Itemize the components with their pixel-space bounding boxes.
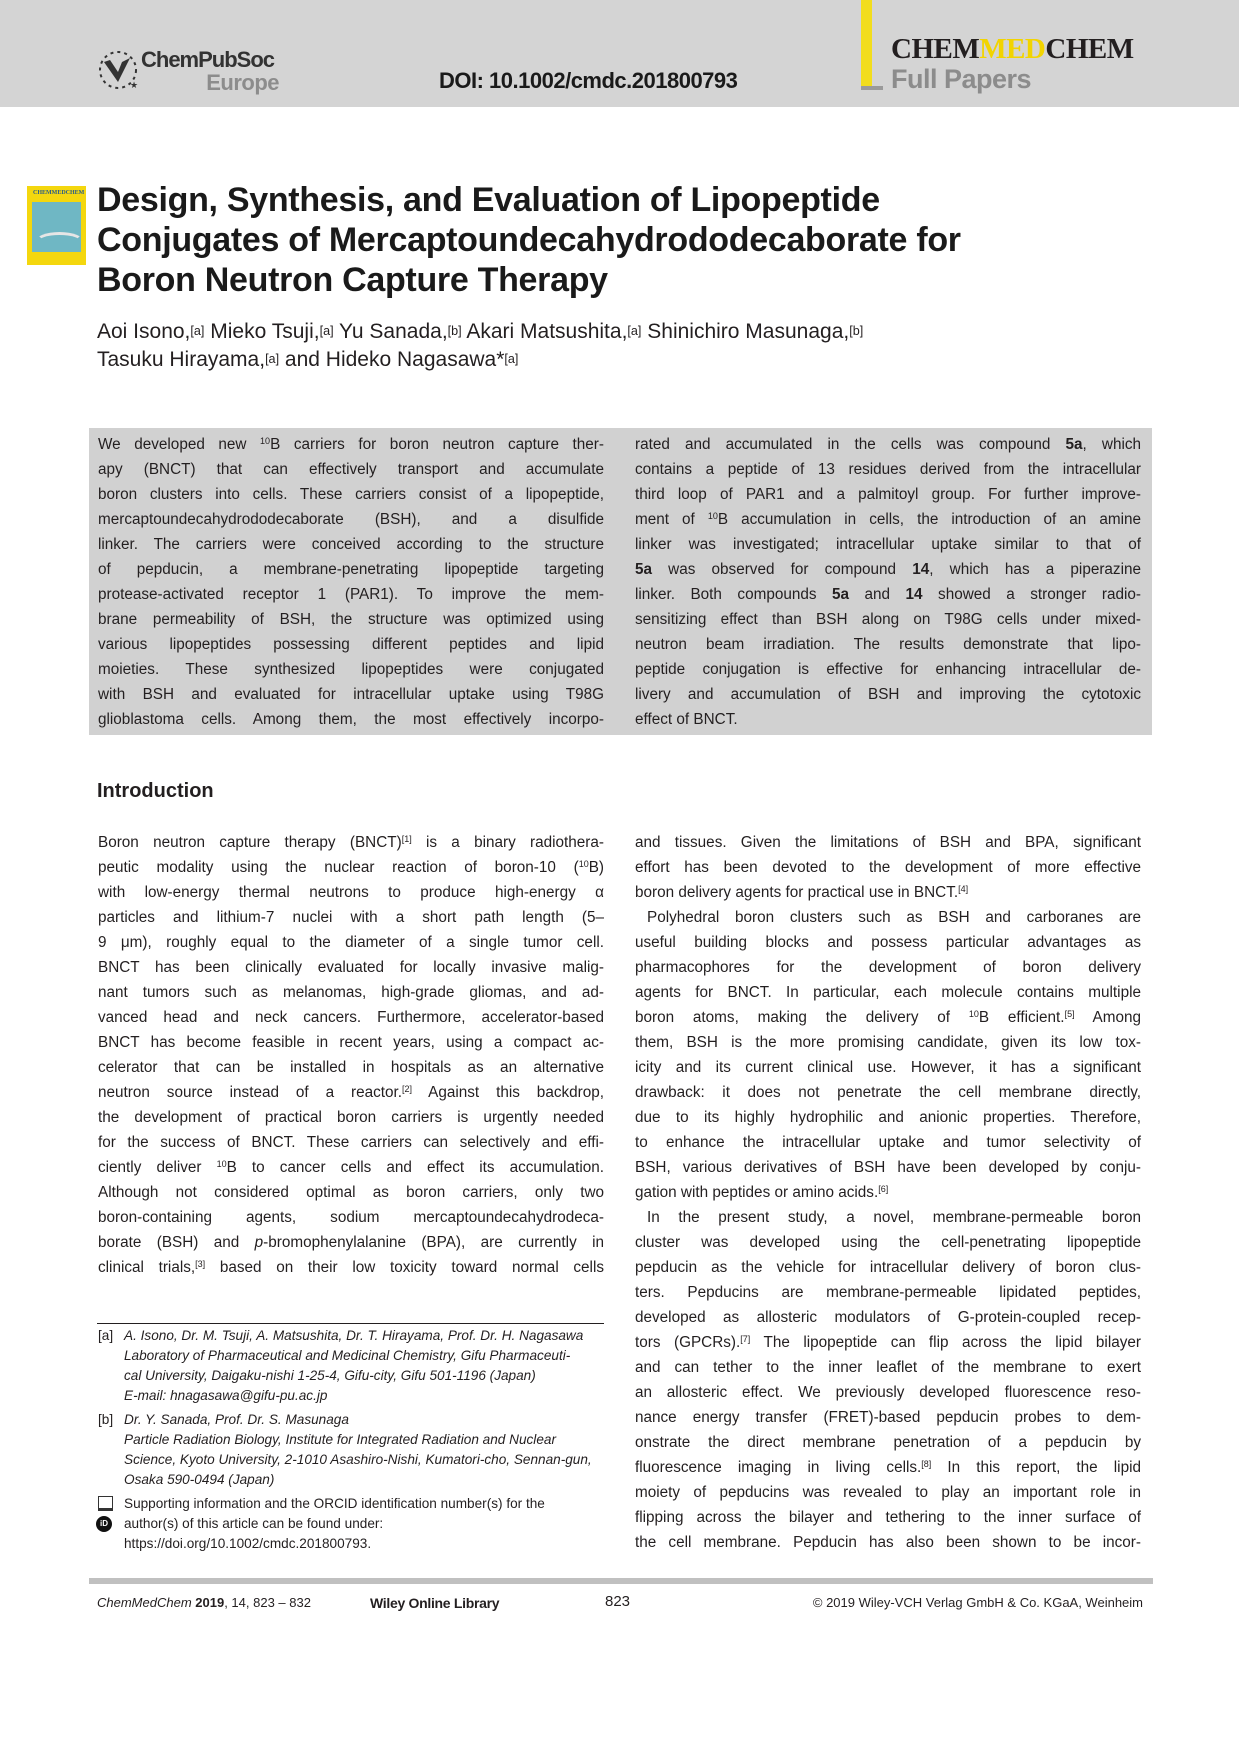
text-run: and Hideko Nagasawa* <box>279 348 505 371</box>
supporting-info-icon <box>98 1496 113 1511</box>
text-line <box>635 880 1141 905</box>
text-line <box>98 1030 604 1055</box>
text-line <box>98 532 604 557</box>
reference-citation: [a] <box>627 324 642 338</box>
text-run: contains a peptide of 13 residues derived from the intracellular <box>635 461 1141 478</box>
text-run: cluster was developed using the cell-penetrating lipopeptide <box>635 1234 1141 1251</box>
text-run: In this report, the lipid <box>931 1459 1141 1476</box>
text-run: is a binary radiothera- <box>411 834 604 851</box>
text-line <box>635 457 1141 482</box>
text-line <box>635 1280 1141 1305</box>
text-line <box>98 1105 604 1130</box>
superscript: 10 <box>578 859 589 869</box>
text-run: vanced head and neck cancers. Furthermore, accelerator-based <box>98 1009 604 1026</box>
text-line <box>635 1255 1141 1280</box>
journal-cover-thumbnail[interactable] <box>27 186 86 265</box>
compound-number: 14 <box>912 561 930 578</box>
text-run: third loop of PAR1 and a palmitoyl group. For further improve- <box>635 486 1141 503</box>
reference-citation: [2] <box>402 1084 413 1094</box>
text-line <box>635 1305 1141 1330</box>
text-run: mercaptoundecahydrododecaborate (BSH), and a disulfide <box>98 511 604 528</box>
affiliation-line: Dr. Y. Sanada, Prof. Dr. S. Masunaga <box>124 1412 349 1427</box>
text-run: rated and accumulated in the cells was compound <box>635 436 1066 453</box>
text-run: Shinichiro Masunaga, <box>641 320 850 343</box>
text-run: and can tether to the inner leaflet of the membrane to exert <box>635 1359 1141 1376</box>
text-run: tors (GPCRs). <box>635 1334 741 1351</box>
affiliation-line: Laboratory of Pharmaceutical and Medicinal Chemistry, Gifu Pharmaceuti- <box>124 1348 571 1363</box>
text-run: ment of <box>635 511 708 528</box>
text-run: linker was investigated; intracellular uptake similar to that of <box>635 536 1141 553</box>
text-line <box>98 682 604 707</box>
text-run: Yu Sanada, <box>333 320 448 343</box>
journal-name <box>891 33 1134 66</box>
text-run: an allosteric effect. We previously developed fluorescence reso- <box>635 1384 1141 1401</box>
text-line <box>98 855 604 880</box>
footer-journal: ChemMedChem <box>97 1595 192 1610</box>
doi-label[interactable]: DOI: 10.1002/cmdc.201800793 <box>439 68 738 93</box>
superscript: 10 <box>260 436 271 446</box>
text-run: linker. The carriers were conceived according to the structure <box>98 536 604 553</box>
text-run: and tissues. Given the limitations of BSH and BPA, significant <box>635 834 1141 851</box>
text-run: ciently deliver <box>98 1159 217 1176</box>
publisher-logo-text: ChemPubSoc <box>141 47 275 72</box>
text-run: the development of practical boron carriers is urgently needed <box>98 1109 604 1126</box>
text-run: them, BSH is the more promising candidate, given its low tox- <box>635 1034 1141 1051</box>
reference-citation: [6] <box>878 1184 889 1194</box>
text-line <box>98 432 604 457</box>
text-line <box>635 1330 1141 1355</box>
text-run: for the success of BNCT. These carriers can selectively and effi- <box>98 1134 604 1151</box>
text-run: Mieko Tsuji, <box>204 320 320 343</box>
author-line <box>97 346 863 374</box>
text-line <box>635 1130 1141 1155</box>
supporting-info-line: Supporting information and the ORCID identification number(s) for the <box>124 1496 545 1511</box>
text-line <box>635 905 1141 930</box>
affiliation-line: A. Isono, Dr. M. Tsuji, A. Matsushita, Dr. T. Hirayama, Prof. Dr. H. Nagasawa <box>124 1328 584 1343</box>
supporting-info-text <box>124 1494 545 1554</box>
text-line <box>635 632 1141 657</box>
text-run: Akari Matsushita, <box>461 320 628 343</box>
abstract-left-column <box>98 432 604 732</box>
text-line <box>98 1005 604 1030</box>
text-line <box>635 1180 1141 1205</box>
affiliation-text <box>124 1326 583 1406</box>
text-line <box>635 1480 1141 1505</box>
text-run: , which <box>1082 436 1142 453</box>
chempubsoc-logo-icon <box>96 48 140 92</box>
wiley-online-library-link[interactable]: Wiley Online Library <box>370 1595 500 1611</box>
text-run: The lipopeptide can flip across the lipid bilayer <box>750 1334 1141 1351</box>
text-line <box>98 905 604 930</box>
text-run: BNCT has been clinically evaluated for locally invasive malig- <box>98 959 604 976</box>
text-run: B accumulation in cells, the introduction of an amine <box>717 511 1142 528</box>
text-line <box>98 632 604 657</box>
text-run: Tasuku Hirayama, <box>97 348 266 371</box>
article-title <box>97 180 961 300</box>
text-line <box>635 582 1141 607</box>
text-run: and <box>849 586 906 603</box>
publisher-logo-subtext: Europe <box>206 70 279 95</box>
accent-bar <box>861 0 872 88</box>
text-line <box>635 830 1141 855</box>
text-line <box>98 557 604 582</box>
text-line <box>98 930 604 955</box>
text-run: flipping across the bilayer and tethering to the inner surface of <box>635 1509 1141 1526</box>
text-line <box>635 1080 1141 1105</box>
text-line <box>98 457 604 482</box>
author-list <box>97 318 863 374</box>
text-run: neutron beam irradiation. The results demonstrate that lipo- <box>635 636 1141 653</box>
text-run: effort has been devoted to the development of more effective <box>635 859 1141 876</box>
text-line <box>635 1530 1141 1555</box>
italic-text: p <box>254 1234 264 1251</box>
text-line <box>635 955 1141 980</box>
text-line <box>98 980 604 1005</box>
footer-citation <box>97 1595 311 1610</box>
text-line <box>635 707 1141 732</box>
text-run: boron delivery agents for practical use in BNCT. <box>635 884 959 901</box>
title-line: Conjugates of Mercaptoundecahydrododecaborate for <box>97 221 961 259</box>
journal-name-part: CHEM <box>1045 33 1134 65</box>
text-line <box>635 432 1141 457</box>
text-line <box>635 1355 1141 1380</box>
text-line <box>635 507 1141 532</box>
text-run: peptide conjugation is effective for enhancing intracellular de- <box>635 661 1141 678</box>
superscript: 10 <box>707 511 718 521</box>
text-line <box>98 1055 604 1080</box>
author-line <box>97 318 863 346</box>
reference-citation: [a] <box>319 324 334 338</box>
accent-bar-foot <box>861 86 883 90</box>
journal-name-part: MED <box>979 33 1046 65</box>
text-run: fluorescence imaging in living cells. <box>635 1459 922 1476</box>
text-line <box>635 1005 1141 1030</box>
text-run: ters. Pepducins are membrane-permeable lipidated peptides, <box>635 1284 1141 1301</box>
section-heading: Introduction <box>97 780 214 802</box>
text-run: neutron source instead of a reactor. <box>98 1084 403 1101</box>
text-line <box>98 955 604 980</box>
reference-citation: [7] <box>740 1334 751 1344</box>
text-line <box>98 880 604 905</box>
text-run: particles and lithium-7 nuclei with a short path length (5– <box>98 909 604 926</box>
text-line <box>635 1430 1141 1455</box>
compound-number: 5a <box>1065 436 1083 453</box>
compound-number: 5a <box>832 586 850 603</box>
affiliation-email[interactable]: E-mail: hnagasawa@gifu-pu.ac.jp <box>124 1388 328 1403</box>
text-run: -bromophenylalanine (BPA), are currently in <box>263 1234 604 1251</box>
text-line <box>635 1205 1141 1230</box>
superscript: 10 <box>216 1159 227 1169</box>
text-line <box>635 855 1141 880</box>
intro-left-column <box>98 830 604 1280</box>
text-run: onstrate the direct membrane penetration of a pepducin by <box>635 1434 1141 1451</box>
text-run: brane permeability of BSH, the structure was optimized using <box>98 611 604 628</box>
text-run: Aoi Isono, <box>97 320 191 343</box>
cover-image <box>32 202 81 252</box>
text-run: 9 μm), roughly equal to the diameter of a single tumor cell. <box>98 934 604 951</box>
supporting-info-link[interactable]: https://doi.org/10.1002/cmdc.201800793. <box>124 1536 372 1551</box>
affiliation-line: cal University, Daigaku-nishi 1-25-4, Gifu-city, Gifu 501-1196 (Japan) <box>124 1368 536 1383</box>
text-run: celerator that can be installed in hospitals as an alternative <box>98 1059 604 1076</box>
text-run: due to its highly hydrophilic and anionic properties. Therefore, <box>635 1109 1141 1126</box>
text-line <box>635 1230 1141 1255</box>
text-run: the cell membrane. Pepducin has also been shown to be incor- <box>635 1534 1141 1551</box>
cover-journal-name: CHEMMEDCHEM <box>33 190 85 196</box>
text-line <box>635 682 1141 707</box>
title-line: Boron Neutron Capture Therapy <box>97 261 608 299</box>
footer-year: 2019 <box>195 1595 225 1610</box>
text-line <box>98 507 604 532</box>
text-run: agents for BNCT. In particular, each molecule contains multiple <box>635 984 1141 1001</box>
text-run: pharmacophores for the development of boron delivery <box>635 959 1141 976</box>
text-line <box>635 1030 1141 1055</box>
text-run: B) <box>588 859 604 876</box>
text-line <box>635 1380 1141 1405</box>
page-number: 823 <box>605 1593 631 1610</box>
text-line <box>635 607 1141 632</box>
text-run: BSH, various derivatives of BSH have been developed by conju- <box>635 1159 1141 1176</box>
reference-citation: [b] <box>849 324 864 338</box>
text-run: B carriers for boron neutron capture ther- <box>270 436 604 453</box>
text-run: linker. Both compounds <box>635 586 832 603</box>
text-run: Among <box>1074 1009 1141 1026</box>
text-run: nance energy transfer (FRET)-based pepducin probes to dem- <box>635 1409 1141 1426</box>
text-run: Although not considered optimal as boron carriers, only two <box>98 1184 604 1201</box>
reference-citation: [4] <box>958 884 969 894</box>
orcid-icon: iD <box>96 1516 112 1532</box>
text-run: boron-containing agents, sodium mercaptoundecahydrodeca- <box>98 1209 604 1226</box>
text-run: moiety of pepducins was revealed to play an important role in <box>635 1484 1141 1501</box>
text-line <box>635 980 1141 1005</box>
text-line <box>98 830 604 855</box>
text-run: sensitizing effect than BSH along on T98G cells under mixed- <box>635 611 1141 628</box>
reference-citation: [b] <box>447 324 462 338</box>
reference-citation: [8] <box>921 1459 932 1469</box>
text-line <box>98 1080 604 1105</box>
text-run: useful building blocks and possess particular advantages as <box>635 934 1141 951</box>
text-line <box>635 1155 1141 1180</box>
text-run: moieties. These synthesized lipopeptides were conjugated <box>98 661 604 678</box>
compound-number: 5a <box>635 561 653 578</box>
text-run: B efficient. <box>978 1009 1065 1026</box>
text-line <box>635 1455 1141 1480</box>
text-run: protease-activated receptor 1 (PAR1). To improve the mem- <box>98 586 604 603</box>
text-run: , which has a piperazine <box>929 561 1141 578</box>
reference-citation: [1] <box>401 834 412 844</box>
text-run: Boron neutron capture therapy (BNCT) <box>98 834 402 851</box>
footer-divider <box>89 1578 1153 1584</box>
reference-citation: [a] <box>190 324 205 338</box>
text-run: nant tumors such as melanomas, high-grade gliomas, and ad- <box>98 984 604 1001</box>
text-run: boron clusters into cells. These carriers consist of a lipopeptide, <box>98 486 604 503</box>
text-run: In the present study, a novel, membrane-permeable boron <box>647 1209 1141 1226</box>
text-line <box>98 1255 604 1280</box>
text-run: showed a stronger radio- <box>922 586 1141 603</box>
text-line <box>635 1505 1141 1530</box>
text-run: borate (BSH) and <box>98 1234 255 1251</box>
text-line <box>98 1130 604 1155</box>
text-line <box>635 557 1141 582</box>
text-line <box>635 1105 1141 1130</box>
affiliation-line: Osaka 590-0494 (Japan) <box>124 1472 275 1487</box>
abstract-right-column <box>635 432 1141 732</box>
text-line <box>98 482 604 507</box>
text-run: to enhance the intracellular uptake and tumor selectivity of <box>635 1134 1141 1151</box>
text-line <box>98 1205 604 1230</box>
title-line: Design, Synthesis, and Evaluation of Lipopeptide <box>97 181 880 219</box>
affiliation-text <box>124 1410 592 1490</box>
text-run: B to cancer cells and effect its accumulation. <box>226 1159 605 1176</box>
text-line <box>635 532 1141 557</box>
affiliation-label: [b] <box>98 1412 114 1427</box>
text-line <box>635 1055 1141 1080</box>
text-run: pepducin as the vehicle for intracellular delivery of boron clus- <box>635 1259 1141 1276</box>
intro-right-column <box>635 830 1141 1555</box>
text-line <box>98 582 604 607</box>
superscript: 10 <box>968 1009 979 1019</box>
text-run: with BSH and evaluated for intracellular uptake using T98G <box>98 686 604 703</box>
text-run: livery and accumulation of BSH and improving the cytotoxic <box>635 686 1141 703</box>
compound-number: 14 <box>905 586 923 603</box>
text-run: peutic modality using the nuclear reaction of boron-10 ( <box>98 859 579 876</box>
text-run: apy (BNCT) that can effectively transport and accumulate <box>98 461 604 478</box>
text-line <box>635 482 1141 507</box>
text-run: Against this backdrop, <box>412 1084 604 1101</box>
svg-text:★: ★ <box>130 80 139 90</box>
footer-volume-pages: , 14, 823 – 832 <box>224 1595 311 1610</box>
text-run: glioblastoma cells. Among them, the most effectively incorpo- <box>98 711 604 728</box>
affiliation-line: Science, Kyoto University, 2-1010 Asashiro-Nishi, Kumatori-cho, Sennan-gun, <box>124 1452 592 1467</box>
text-run: effect of BNCT. <box>635 711 738 728</box>
text-run: developed as allosteric modulators of G-protein-coupled recep- <box>635 1309 1141 1326</box>
reference-citation: [3] <box>195 1259 206 1269</box>
journal-name-part: CHEM <box>891 33 980 65</box>
copyright-notice: © 2019 Wiley-VCH Verlag GmbH & Co. KGaA, Weinheim <box>812 1595 1143 1610</box>
text-line <box>98 1230 604 1255</box>
text-line <box>635 657 1141 682</box>
affiliation-label: [a] <box>98 1328 114 1343</box>
text-line <box>98 657 604 682</box>
text-line <box>98 1180 604 1205</box>
text-run: with low-energy thermal neutrons to produce high-energy α <box>98 884 604 901</box>
text-run: clinical trials, <box>98 1259 196 1276</box>
footnote-divider <box>97 1323 604 1324</box>
reference-citation: [a] <box>265 352 280 366</box>
text-line <box>98 707 604 732</box>
text-run: was observed for compound <box>652 561 913 578</box>
text-run: BNCT has become feasible in recent years, using a compact ac- <box>98 1034 604 1051</box>
reference-citation: [5] <box>1064 1009 1075 1019</box>
text-run: various lipopeptides possessing different peptides and lipid <box>98 636 604 653</box>
text-run: Polyhedral boron clusters such as BSH and carboranes are <box>647 909 1141 926</box>
reference-citation: [a] <box>504 352 519 366</box>
text-run: gation with peptides or amino acids. <box>635 1184 879 1201</box>
affiliation-line: Particle Radiation Biology, Institute for Integrated Radiation and Nuclear <box>124 1432 556 1447</box>
text-run: of pepducin, a membrane-penetrating lipopeptide targeting <box>98 561 604 578</box>
text-run: We developed new <box>98 436 261 453</box>
text-line <box>635 1405 1141 1430</box>
text-run: icity and its current clinical use. However, it has a significant <box>635 1059 1141 1076</box>
text-run: drawback: it does not penetrate the cell membrane directly, <box>635 1084 1141 1101</box>
article-type: Full Papers <box>891 64 1032 94</box>
text-run: based on their low toxicity toward normal cells <box>205 1259 604 1276</box>
text-line <box>98 1155 604 1180</box>
text-run: boron atoms, making the delivery of <box>635 1009 969 1026</box>
text-line <box>635 930 1141 955</box>
supporting-info-line: author(s) of this article can be found under: <box>124 1516 384 1531</box>
text-line <box>98 607 604 632</box>
